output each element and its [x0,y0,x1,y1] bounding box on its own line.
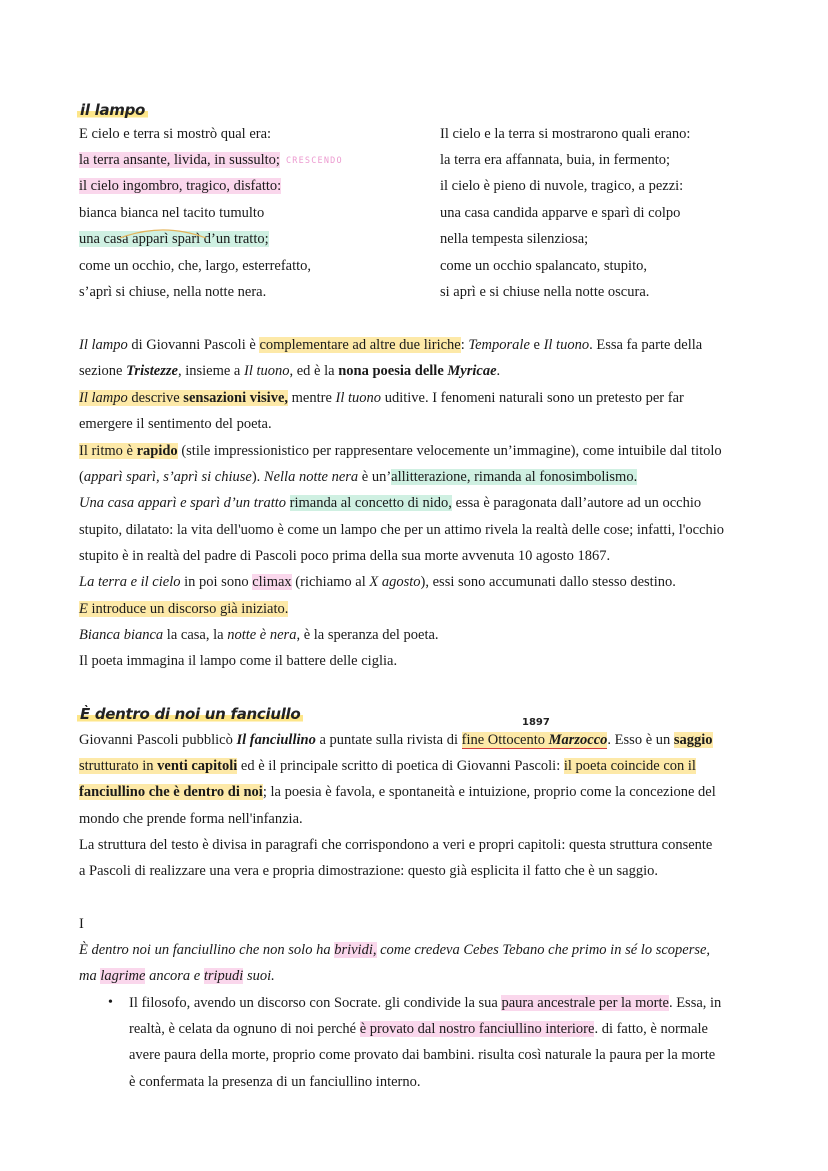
paraphrase-line: una casa candida apparve e sparì di colpo [440,205,681,221]
analysis-line: Il lampo descrive sensazioni visive, mentre Il tuono uditive. I fenomeni naturali sono un pretesto per far [79,390,684,406]
poem-line: s’aprì si chiuse, nella notte nera. [79,284,267,300]
annotation-1897: 1897 [522,717,550,728]
analysis-line: Il lampo di Giovanni Pascoli è complementare ad altre due liriche: Temporale e Il tuono. Essa fa parte della [79,337,703,353]
poem-line: come un occhio, che, largo, esterrefatto, [79,258,312,274]
analysis-line: Il ritmo è rapido (stile impressionistico per rappresentare velocemente un’immagine), come intuibile dal titolo [79,443,722,459]
poem-line: una casa apparì sparì d’un tratto; [79,231,269,247]
fanciullino-line: mondo che prende forma nell'infanzia. [79,811,303,827]
analysis-line: La terra e il cielo in poi sono climax (richiamo al X agosto), essi sono accumunati dallo stesso destino. [79,574,676,590]
bullet-marker: • [108,995,113,1010]
poem-line: bianca bianca nel tacito tumulto [79,205,265,221]
analysis-line: Il poeta immagina il lampo come il battere delle ciglia. [79,653,398,669]
paraphrase-line: si aprì e si chiuse nella notte oscura. [440,284,650,300]
bullet-line: avere paura della morte, proprio come provato dai bambini. risulta così naturale la paura per la morte [129,1047,716,1063]
poem-line: E cielo e terra si mostrò qual era: [79,126,272,142]
heading-il-lampo: il lampo [77,101,148,119]
paraphrase-line: il cielo è pieno di nuvole, tragico, a pezzi: [440,178,684,194]
bullet-line: Il filosofo, avendo un discorso con Socrate. gli condivide la sua paura ancestrale per la morte. Essa, in [129,995,722,1011]
paraphrase-line: Il cielo e la terra si mostrarono quali erano: [440,126,691,142]
fanciullino-line: a Pascoli di realizzare una vera e propria dimostrazione: questo già esplicita il fatto che è un saggio. [79,863,658,879]
analysis-line: emergere il sentimento del poeta. [79,416,272,432]
analysis-line: stupito è in realtà del padre di Pascoli poco prima della sua morte avvenuta 10 agosto 1867. [79,548,611,564]
bullet-line: è confermata la presenza di un fanciullino interno. [129,1074,421,1090]
analysis-line: stupito, dilatato: la vita dell'uomo è come un lampo che per un attimo rivela la realtà delle cose; infatti, l'occhio [79,522,725,538]
paraphrase-line: come un occhio spalancato, stupito, [440,258,647,274]
bullet-line: realtà, è celata da ognuno di noi perché è provato dal nostro fanciullino interiore. di fatto, è normale [129,1021,708,1037]
fanciullino-line: fanciullino che è dentro di noi; la poesia è favola, e spontaneità e intuizione, proprio come la concezione del [79,784,716,800]
fanciullino-line: Giovanni Pascoli pubblicò Il fanciullino a puntate sulla rivista di fine Ottocento Marzocco. Esso è un saggio [79,732,713,748]
chapter-quote-line: ma lagrime ancora e tripudi suoi. [79,968,275,984]
fanciullino-line: La struttura del testo è divisa in paragrafi che corrispondono a veri e propri capitoli: questa struttura consente [79,837,713,853]
crescendo-annotation: CRESCENDO [285,156,343,166]
analysis-line: Bianca bianca la casa, la notte è nera, è la speranza del poeta. [79,627,439,643]
arc-annotation [118,226,208,240]
paraphrase-line: la terra era affannata, buia, in fermento; [440,152,670,168]
poem-line: il cielo ingombro, tragico, disfatto: [79,178,282,194]
heading-fanciullino: È dentro di noi un fanciullo [77,705,303,723]
analysis-line: Una casa apparì e sparì d’un tratto rimanda al concetto di nido, essa è paragonata dall’autore ad un occhio [79,495,702,511]
analysis-line: E introduce un discorso già iniziato. [79,601,289,617]
analysis-line: (apparì sparì, s’aprì si chiuse). Nella notte nera è un’allitterazione, rimanda al fonosimbolismo. [79,469,638,485]
chapter-numeral: I [79,916,84,932]
analysis-line: sezione Tristezze, insieme a Il tuono, ed è la nona poesia delle Myricae. [79,363,501,379]
paraphrase-line: nella tempesta silenziosa; [440,231,589,247]
chapter-quote-line: È dentro noi un fanciullino che non solo ha brividi, come credeva Cebes Tebano che primo in sé lo scoperse, [79,942,711,958]
poem-line: la terra ansante, livida, in sussulto; CRESCENDO [79,152,343,168]
fanciullino-line: strutturato in venti capitoli ed è il principale scritto di poetica di Giovanni Pascoli: il poeta coincide con il [79,758,696,774]
